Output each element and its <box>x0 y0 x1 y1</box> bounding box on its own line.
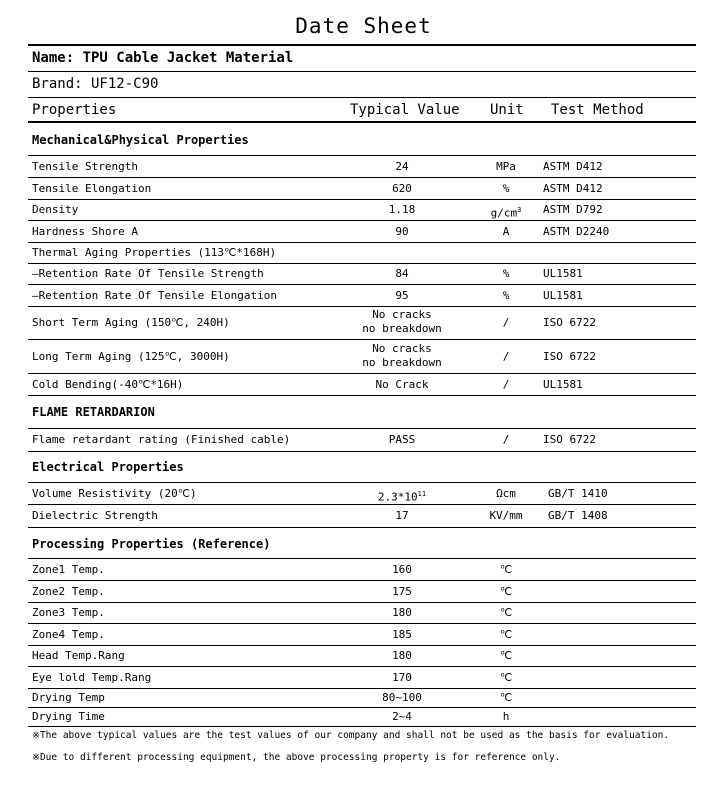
table-row-property: Drying Temp <box>32 691 105 704</box>
table-row-value: 180 <box>392 606 412 619</box>
value-line-2: no breakdown <box>362 322 442 335</box>
column-header-test-method: Test Method <box>551 102 644 118</box>
table-row-unit: % <box>502 182 510 195</box>
page-title: Date Sheet <box>295 14 432 38</box>
divider <box>28 199 696 200</box>
divider <box>28 284 696 285</box>
unit-superscript: 3 <box>517 206 522 214</box>
divider <box>28 263 696 264</box>
table-row-unit: ℃ <box>499 649 513 662</box>
table-row-value: 170 <box>392 671 412 684</box>
divider <box>28 44 696 46</box>
divider <box>28 339 696 340</box>
table-row-unit: % <box>502 289 510 302</box>
table-row-unit: ℃ <box>499 691 513 704</box>
table-row-unit: Ωcm <box>496 487 516 500</box>
material-name: Name: TPU Cable Jacket Material <box>32 50 294 66</box>
table-row-property: Cold Bending(-40℃*16H) <box>32 378 184 391</box>
table-row-value: 84 <box>395 267 409 280</box>
table-row-method: UL1581 <box>543 378 583 391</box>
table-row-method: GB/T 1410 <box>548 487 608 500</box>
table-row-property: Thermal Aging Properties (113℃*168H) <box>32 246 277 259</box>
divider <box>28 726 696 727</box>
table-row-property: —Retention Rate Of Tensile Strength <box>32 267 264 280</box>
divider <box>28 242 696 243</box>
value-text: 2.3*10 <box>377 490 418 504</box>
table-row-unit: ℃ <box>499 606 513 619</box>
table-row-value: 620 <box>392 182 412 195</box>
table-row-property: Zone2 Temp. <box>32 585 105 598</box>
table-row-method: GB/T 1408 <box>548 509 608 522</box>
divider <box>28 645 696 646</box>
divider <box>28 395 696 396</box>
table-row-property: Tensile Strength <box>32 160 138 173</box>
value-line-2: no breakdown <box>362 356 442 369</box>
divider <box>28 504 696 505</box>
table-row-method: ASTM D792 <box>543 203 603 216</box>
table-row-unit <box>468 203 544 221</box>
table-row-value: 185 <box>392 628 412 641</box>
divider <box>28 121 696 123</box>
table-row-value: 2~4 <box>392 710 412 723</box>
table-row-property: Drying Time <box>32 710 105 723</box>
table-row-property: Short Term Aging (150℃, 240H) <box>32 316 230 329</box>
divider <box>28 482 696 483</box>
table-row-method: UL1581 <box>543 289 583 302</box>
table-row-method: ASTM D412 <box>543 182 603 195</box>
divider <box>28 306 696 307</box>
table-row-value: 1.18 <box>388 203 416 216</box>
divider <box>28 602 696 603</box>
section-processing: Processing Properties (Reference) <box>32 537 271 551</box>
table-row-value: 80~100 <box>382 691 422 704</box>
value-line-1: No cracks <box>372 342 432 355</box>
table-row-value: 175 <box>392 585 412 598</box>
table-row-unit: / <box>502 378 510 391</box>
section-mechanical: Mechanical&Physical Properties <box>32 133 249 147</box>
table-row-unit: / <box>502 316 510 329</box>
divider <box>28 71 696 72</box>
table-row-value <box>340 487 464 505</box>
divider <box>28 177 696 178</box>
divider <box>28 373 696 374</box>
table-row-value: 24 <box>395 160 409 173</box>
table-row-value: PASS <box>388 433 416 446</box>
divider <box>28 155 696 156</box>
table-row-unit: ℃ <box>499 628 513 641</box>
table-row-property: Volume Resistivity (20℃) <box>32 487 197 500</box>
table-row-unit: KV/mm <box>489 509 523 522</box>
column-header-unit: Unit <box>490 102 524 118</box>
divider <box>28 666 696 667</box>
divider <box>28 688 696 689</box>
table-row-property: Eye lold Temp.Rang <box>32 671 152 684</box>
footnote: ※The above typical values are the test values of our company and shall not be used as the basis for evaluation. <box>32 730 670 741</box>
table-row-unit: ℃ <box>499 585 513 598</box>
table-row-value <box>340 308 464 336</box>
divider <box>28 580 696 581</box>
unit-text: g/cm <box>490 206 518 220</box>
table-row-unit: / <box>502 433 510 446</box>
divider <box>28 220 696 221</box>
table-row-property: —Retention Rate Of Tensile Elongation <box>32 289 278 302</box>
table-row-property: Zone1 Temp. <box>32 563 105 576</box>
table-row-property: Tensile Elongation <box>32 182 152 195</box>
table-row-method: ASTM D412 <box>543 160 603 173</box>
table-row-unit: ℃ <box>499 671 513 684</box>
brand: Brand: UF12-C90 <box>32 76 159 92</box>
table-row-value: No Crack <box>375 378 429 391</box>
table-row-property: Flame retardant rating (Finished cable) <box>32 433 291 446</box>
section-flame: FLAME RETARDARION <box>32 405 155 419</box>
table-row-property: Long Term Aging (125℃, 3000H) <box>32 350 230 363</box>
table-row-property: Hardness Shore A <box>32 225 138 238</box>
divider <box>28 527 696 528</box>
table-row-value: 160 <box>392 563 412 576</box>
table-row-property: Dielectric Strength <box>32 509 158 522</box>
table-row-unit: A <box>502 225 510 238</box>
value-line-1: No cracks <box>372 308 432 321</box>
table-row-property: Density <box>32 203 79 216</box>
table-row-property: Head Temp.Rang <box>32 649 125 662</box>
divider <box>28 623 696 624</box>
table-row-property: Zone3 Temp. <box>32 606 105 619</box>
table-row-value <box>340 342 464 370</box>
divider <box>28 558 696 559</box>
divider <box>28 451 696 452</box>
table-row-unit: MPa <box>496 160 516 173</box>
table-row-value: 180 <box>392 649 412 662</box>
table-row-value: 95 <box>395 289 409 302</box>
table-row-method: ISO 6722 <box>543 316 596 329</box>
table-row-value: 90 <box>395 225 409 238</box>
table-row-method: UL1581 <box>543 267 583 280</box>
table-row-property: Zone4 Temp. <box>32 628 105 641</box>
divider <box>28 428 696 429</box>
section-electrical: Electrical Properties <box>32 460 184 474</box>
table-row-method: ASTM D2240 <box>543 225 610 238</box>
table-row-unit: h <box>502 710 510 723</box>
footnote: ※Due to different processing equipment, the above processing property is for reference only. <box>32 752 561 763</box>
column-header-typical-value: Typical Value <box>350 102 460 118</box>
table-row-unit: % <box>502 267 510 280</box>
table-row-unit: ℃ <box>499 563 513 576</box>
table-row-method: ISO 6722 <box>543 350 596 363</box>
column-header-properties: Properties <box>32 102 117 118</box>
table-row-method: ISO 6722 <box>543 433 596 446</box>
table-row-unit: / <box>502 350 510 363</box>
divider <box>28 97 696 98</box>
table-row-value: 17 <box>395 509 409 522</box>
divider <box>28 707 696 708</box>
value-superscript: 11 <box>417 490 427 498</box>
